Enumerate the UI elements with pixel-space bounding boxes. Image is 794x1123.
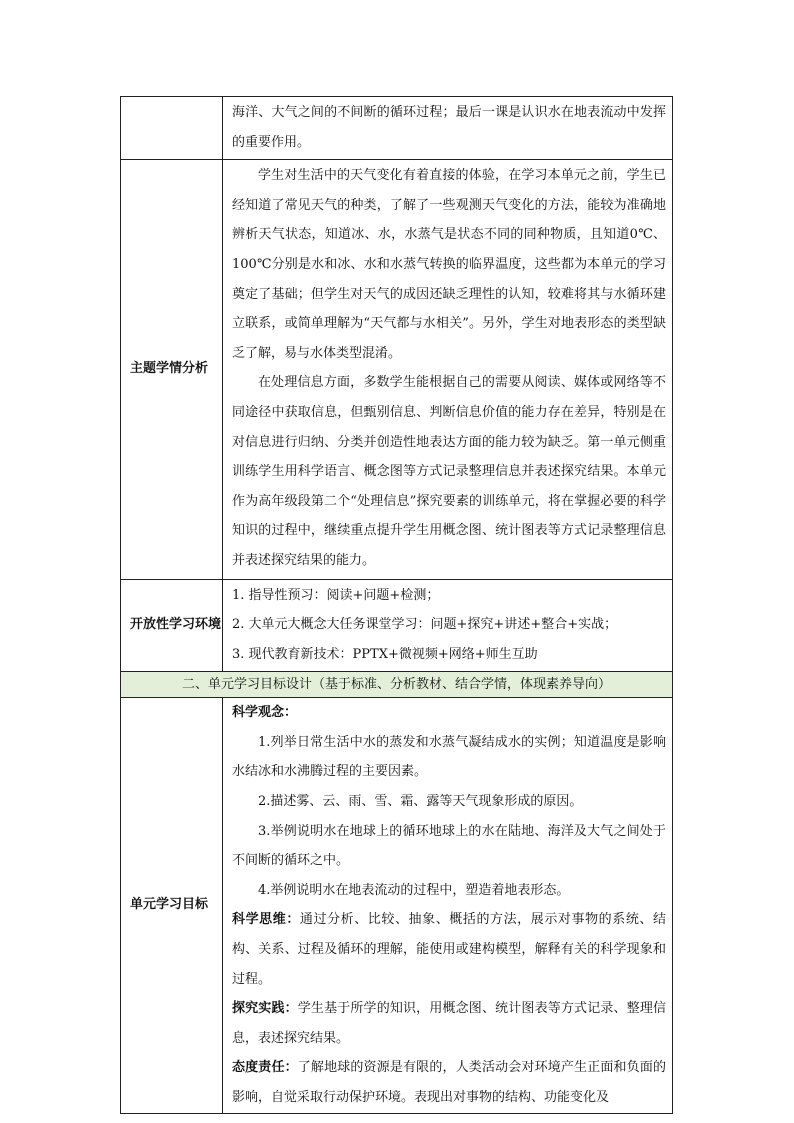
concept-item-4: 4.举例说明水在地表流动的过程中，塑造着地表形态。 [258,882,570,898]
concept-item-2: 2.描述雾、云、雨、雪、霜、露等天气现象形成的原因。 [258,794,583,810]
analysis-label: 主题学情分析 [121,160,223,579]
thinking-heading: 科学思维： [232,912,300,928]
attitude-text: 了解地球的资源是有限的，人类活动会对环境产生正面和负面的影响，自觉采取行动保护环境。表现出对事物的结构、功能变化及 [232,1060,666,1105]
practice-text: 学生基于所学的知识，用概念图、统计图表等方式记录、整理信息，表述探究结果。 [232,1001,666,1046]
goals-content-cell [223,698,673,1113]
section-header: 二、单元学习目标设计（基于标准、分析教材、结合学情，体现素养导向） [121,672,673,698]
practice-paragraph [232,994,666,1053]
thinking-text: 通过分析、比较、抽象、概括的方法，展示对事物的系统、结构、关系、过程及循环的理解，能使用或建构模型，解释有关的科学现象和过程。 [232,912,666,987]
thinking-paragraph [232,905,666,994]
intro-label-cell [121,97,223,160]
unit-plan-table [120,96,673,1114]
environment-content-cell [223,579,673,672]
environment-label: 开放性学习环境 [121,579,223,672]
intro-content-cell [223,97,673,160]
concept-item-1: 1.列举日常生活中水的蒸发和水蒸气凝结成水的实例；知道温度是影响水结冰和水沸腾过程的主要因素。 [232,734,666,780]
environment-item-3: 3. 现代教育新技术：PPTX+微视频+网络+师生互助 [232,646,538,662]
goals-label: 单元学习目标 [121,698,223,1113]
analysis-row [121,160,673,579]
analysis-paragraph-2: 在处理信息方面，多数学生能根据自己的需要从阅读、媒体或网络等不同途径中获取信息，但甄别信息、判断信息价值的能力存在差异，特别是在对信息进行归纳、分类并创造性地表达方面的能力较为缺乏。第一单元侧重训练学生用科学语言、概念图等方式记录整理信息并表述探究结果。本单元作为高年级段第二个“处理信息”探究要素的训练单元，将在掌握必要的科学知识的过程中，继续重点提升学生用概念图、统计图表等方式记录整理信息并表述探究结果的能力。 [232,375,666,568]
concept-item-3: 3.举例说明水在地球上的循环地球上的水在陆地、海洋及大气之间处于不间断的循环之中。 [232,823,666,869]
analysis-content-cell [223,160,673,579]
practice-heading: 探究实践： [232,1001,298,1017]
concept-heading: 科学观念： [232,705,298,721]
environment-row [121,579,673,672]
attitude-heading: 态度责任： [232,1060,298,1076]
goals-row [121,698,673,1113]
intro-row [121,97,673,160]
attitude-paragraph [232,1053,666,1112]
analysis-paragraph-1: 学生对生活中的天气变化有着直接的体验，在学习本单元之前，学生已经知道了常见天气的种类，了解了一些观测天气变化的方法，能较为准确地辨析天气状态，知道冰、水，水蒸气是状态不同的同种物质，且知道0℃、100℃分别是水和冰、水和水蒸气转换的临界温度，这些都为本单元的学习奠定了基础；但学生对天气的成因还缺乏理性的认知，较难将其与水循环建立联系，或简单理解为“天气都与水相关”。另外，学生对地表形态的类型缺乏了解，易与水体类型混淆。 [232,168,666,361]
section-header-row [121,672,673,698]
intro-text: 海洋、大气之间的不间断的循环过程；最后一课是认识水在地表流动中发挥的重要作用。 [232,105,666,150]
environment-item-2: 2. 大单元大概念大任务课堂学习：问题+探究+讲述+整合+实战； [232,617,618,633]
environment-item-1: 1. 指导性预习：阅读+问题+检测； [232,587,440,603]
